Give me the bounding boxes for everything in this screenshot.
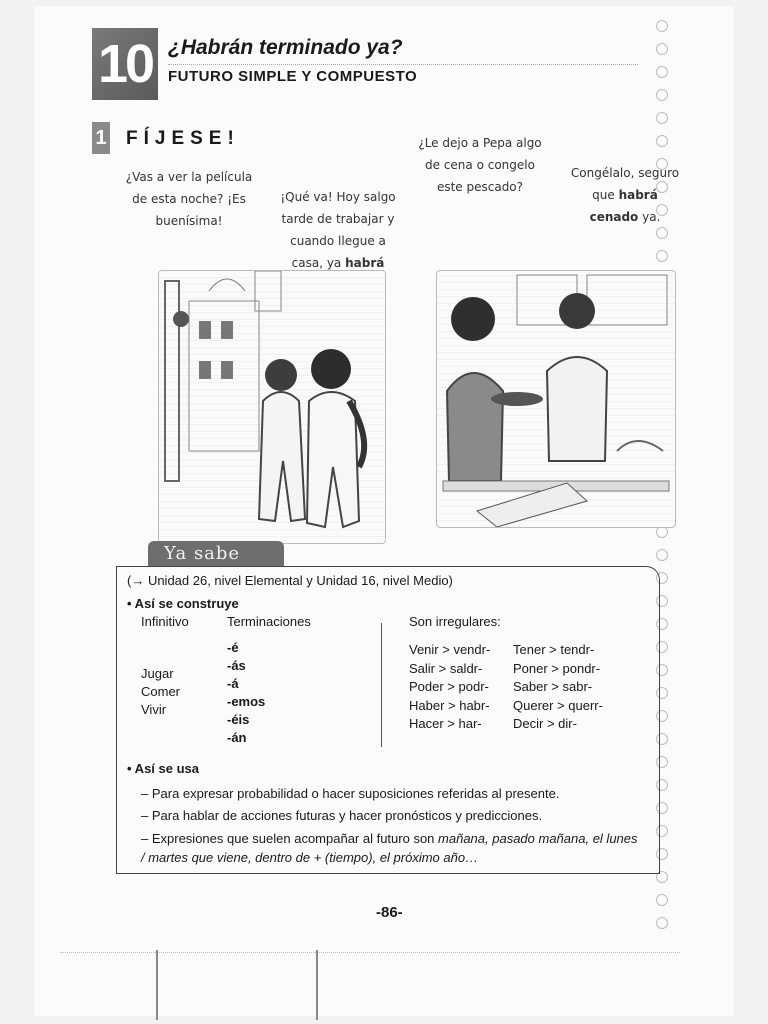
speech-bubble-1: ¿Vas a ver la película de esta noche? ¡Es buenísima! [125,170,253,228]
spiral-ring [656,549,668,561]
speech-bubble-4-end: ya. [638,210,661,224]
speech-bubble-4-text: Congélalo, seguro que [570,166,680,202]
spiral-ring [656,20,668,32]
illustration-street [158,270,386,544]
speech-bubble-4 [570,162,680,228]
section-number-badge: 1 [92,122,110,154]
street-drawing [159,271,385,543]
ending-item: -éis [227,712,250,727]
column-divider [381,623,382,747]
irregular-item: Salir > saldr- [409,660,483,676]
irregular-item: Venir > vendr- [409,642,491,657]
speech-bubble-2-text: ¡Qué va! Hoy salgo tarde de trabajar y cuando llegue a casa, ya [280,190,396,270]
title-rule [168,64,638,65]
usage-list [141,783,641,867]
irregular-list-right [513,641,603,734]
spiral-ring [656,43,668,55]
spiral-ring [656,66,668,78]
grammar-box [116,566,660,874]
irregular-item: Decir > dir- [513,716,577,731]
usa-heading: • Así se usa [127,761,199,776]
irregular-item: Poder > podr- [409,679,489,694]
ending-item: -ás [227,658,246,673]
unit-number-badge: 10 [92,28,158,100]
spiral-ring [656,227,668,239]
page-number: -86- [376,904,403,921]
construye-heading: • Así se construye [127,596,239,611]
ending-item: -án [227,730,247,745]
ending-item: -é [227,640,239,655]
binding-mark [316,950,318,1020]
infinitive-list [141,665,180,719]
speech-bubble-3: ¿Le dejo a Pepa algo de cena o congelo este pescado? [418,136,542,194]
irregular-item: Poner > pondr- [513,660,601,676]
irregular-item: Querer > querr- [513,697,603,713]
unit-title: ¿Habrán terminado ya? [168,36,403,59]
col-infinitivo: Infinitivo [141,614,189,629]
reference-note: (→ Unidad 26, nivel Elemental y Unidad 16, nivel Medio) [127,573,453,588]
spiral-ring [656,135,668,147]
section-title: FÍJESE! [126,128,240,149]
binding-mark [156,950,158,1020]
spiral-ring [656,917,668,929]
spiral-ring [656,250,668,262]
infinitive-item: Comer [141,684,181,699]
infinitive-item: Vivir [141,702,167,717]
usage-item-text: – Expresiones que suelen acompañar al futuro son [141,831,439,846]
col-terminaciones: Terminaciones [227,614,311,629]
usage-item: – Para hablar de acciones futuras y hacer pronósticos y predicciones. [141,808,543,823]
irregular-item: Haber > habr- [409,697,490,713]
spiral-ring [656,112,668,124]
spiral-ring [656,894,668,906]
illustration-kitchen [436,270,676,528]
infinitive-item: Jugar [141,666,174,681]
usage-item: – Para expresar probabilidad o hacer suposiciones referidas al presente. [141,786,560,801]
usage-item-examples: mañana, pasado mañana, el lunes / martes que viene, dentro de + (tiempo), el próximo año… [141,831,638,865]
ending-item: -á [227,676,239,691]
ending-item: -emos [227,694,266,709]
spiral-ring [656,89,668,101]
ya-sabe-tab: Ya sabe [148,541,284,567]
usage-item [141,829,641,867]
irregular-item: Saber > sabr- [513,679,593,694]
ending-list [227,639,265,747]
unit-subtitle: FUTURO SIMPLE Y COMPUESTO [168,68,418,85]
speech-bubble-4-bold: habrá cenado [589,188,658,224]
irregular-item: Tener > tendr- [513,642,595,657]
irregular-item: Hacer > har- [409,716,482,731]
kitchen-drawing [437,271,675,527]
footer-rule [60,952,680,953]
speech-bubble-2-bold: habrá [345,256,385,270]
irregular-list-left [409,641,490,734]
col-irregulares: Son irregulares: [409,614,501,629]
